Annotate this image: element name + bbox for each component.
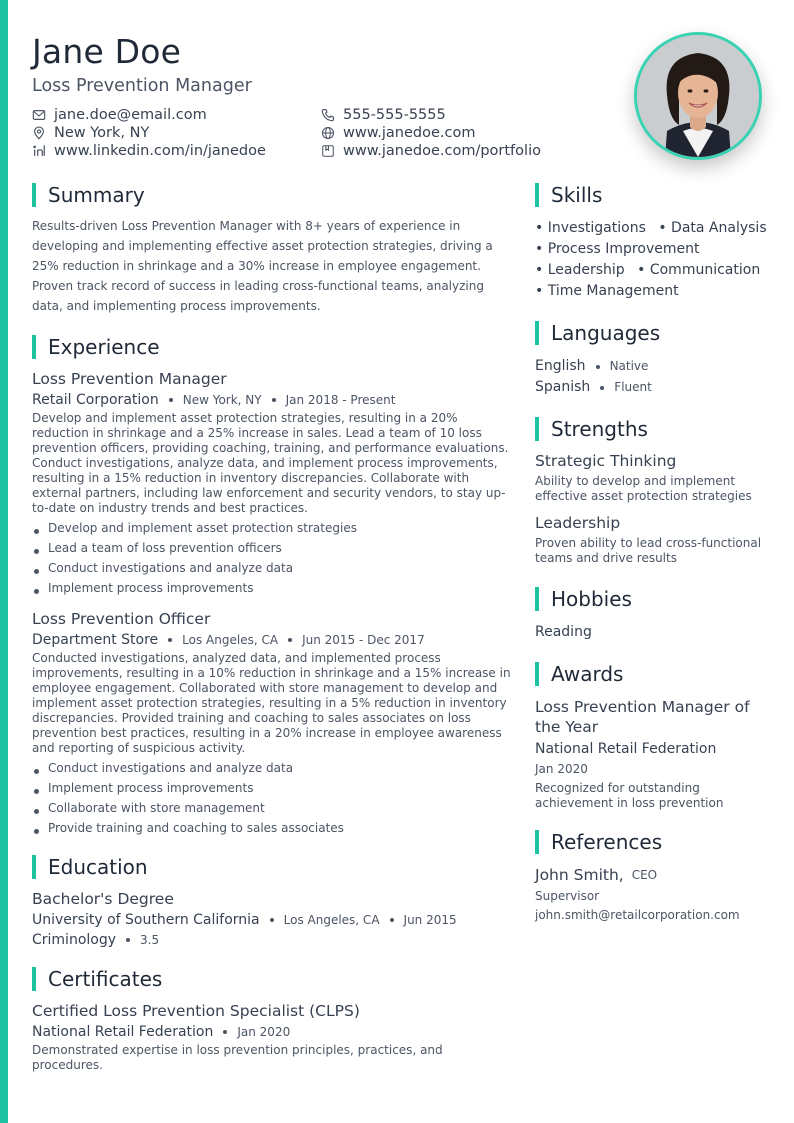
education-date: Jun 2015 (403, 913, 457, 927)
contact-phone[interactable] (321, 107, 446, 123)
list-item: Provide training and coaching to sales associates (32, 818, 512, 838)
separator-dot (126, 938, 130, 942)
awards-heading (535, 661, 770, 687)
job-company: Department Store (32, 632, 159, 648)
certificate-issuer: National Retail Federation (32, 1024, 214, 1040)
awards-title: Awards (551, 662, 624, 686)
strength-description: Proven ability to lead cross-functional teams and drive results (535, 536, 762, 565)
portfolio-icon (321, 144, 335, 158)
experience-heading (32, 334, 512, 360)
references-title: References (551, 830, 663, 854)
job-bullets (32, 758, 512, 838)
section-accent (535, 587, 539, 611)
separator-dot (390, 918, 394, 922)
strength-title: Leadership (535, 514, 621, 532)
portrait-illustration (637, 35, 759, 157)
section-accent (535, 830, 539, 854)
award-description: Recognized for outstanding achievement in loss prevention (535, 781, 724, 810)
website-text: www.janedoe.com (343, 125, 476, 141)
separator-dot (168, 638, 172, 642)
separator-dot (223, 1030, 227, 1034)
list-item: Develop and implement asset protection strategies (32, 518, 512, 538)
award-issuer: National Retail Federation (535, 741, 717, 757)
separator-dot (169, 398, 173, 402)
candidate-title: Loss Prevention Manager (32, 76, 252, 96)
language-item (535, 356, 770, 377)
education-heading (32, 854, 512, 880)
reference-position: CEO (631, 868, 658, 882)
skill-item: Time Management (547, 283, 679, 299)
section-accent (32, 335, 36, 359)
strengths-heading (535, 416, 770, 442)
separator-dot (288, 638, 292, 642)
strength-item (535, 452, 770, 504)
education-school: University of Southern California (32, 912, 260, 928)
education-field-row (32, 932, 512, 948)
education-meta (32, 912, 512, 928)
contact-email[interactable] (32, 107, 207, 123)
section-accent (32, 855, 36, 879)
certificates-heading (32, 966, 512, 992)
job-entry (32, 370, 512, 598)
reference-email[interactable]: john.smith@retailcorporation.com (535, 908, 740, 922)
separator-dot (272, 398, 276, 402)
language-item (535, 377, 770, 398)
skill-item: Leadership (547, 262, 625, 278)
section-accent (535, 321, 539, 345)
linkedin-icon (32, 144, 46, 158)
job-location: New York, NY (182, 393, 262, 407)
reference-relation: Supervisor (535, 889, 600, 903)
job-meta (32, 632, 512, 648)
strength-title: Strategic Thinking (535, 452, 677, 470)
location-pin-icon (32, 126, 46, 140)
profile-photo (634, 32, 762, 160)
experience-title: Experience (48, 335, 160, 359)
location-text: New York, NY (54, 125, 150, 141)
language-name: Spanish (535, 379, 591, 395)
hobby-item: Reading (535, 624, 592, 640)
language-name: English (535, 358, 586, 374)
reference-name-row (535, 865, 770, 886)
job-company: Retail Corporation (32, 392, 159, 408)
language-level: Native (609, 359, 649, 373)
strength-description: Ability to develop and implement effective asset protection strategies (535, 474, 752, 503)
job-dates: Jan 2018 - Present (285, 393, 396, 407)
phone-text: 555-555-5555 (343, 107, 446, 123)
job-bullets (32, 518, 512, 598)
skills-heading (535, 182, 770, 208)
section-accent (535, 662, 539, 686)
education-title: Education (48, 855, 148, 879)
job-description: Develop and implement asset protection strategies, resulting in a 20% reduction in shrinkage and a 25% increase in sales. Lead a team of 10 loss prevention officers, providing coaching, training, and performance evaluations. Conduct investigations, analyze data, and implement process improvements, resulting in a 15% reduction in inventory discrepancies. Collaborate with external partners, including law enforcement and security vendors, to stay up-to-date on industry trends and best practices. (32, 411, 509, 515)
list-item: Lead a team of loss prevention officers (32, 538, 512, 558)
skill-item: Data Analysis (671, 220, 767, 236)
languages-title: Languages (551, 321, 661, 345)
job-entry (32, 610, 512, 838)
mail-icon (32, 108, 46, 122)
phone-icon (321, 108, 335, 122)
education-gpa: 3.5 (140, 933, 160, 947)
job-description: Conducted investigations, analyzed data, and implemented process improvements, resulting in a 10% reduction in shrinkage and a 15% increase in employee engagement. Collaborated with store management to develop and implement asset protection strategies, resulting in a 5% reduction in inventory discrepancies. Provided training and coaching to sales associates on loss prevention best practices, resulting in a 20% increase in employee awareness and reporting of suspicious activity. (32, 651, 511, 755)
award-issuer-row (535, 739, 770, 760)
hobbies-heading (535, 586, 770, 612)
award-title: Loss Prevention Manager of the Year (535, 698, 750, 736)
award-date: Jan 2020 (535, 762, 588, 776)
contact-linkedin[interactable] (32, 143, 266, 159)
globe-icon (321, 126, 335, 140)
education-location: Los Angeles, CA (283, 913, 380, 927)
education-field: Criminology (32, 932, 117, 948)
left-column (32, 182, 512, 1073)
section-accent (32, 967, 36, 991)
skill-item: Communication (649, 262, 761, 278)
candidate-name: Jane Doe (32, 32, 182, 71)
right-column (535, 182, 770, 923)
list-item: Implement process improvements (32, 578, 512, 598)
job-title: Loss Prevention Manager (32, 370, 227, 388)
certificate-date: Jan 2020 (237, 1025, 291, 1039)
reference-name: John Smith, (535, 866, 624, 884)
strengths-title: Strengths (551, 417, 648, 441)
summary-title: Summary (48, 183, 145, 207)
strength-item (535, 514, 770, 566)
email-text: jane.doe@email.com (54, 107, 207, 123)
contact-website[interactable] (321, 125, 475, 141)
job-title: Loss Prevention Officer (32, 610, 211, 628)
accent-bar (0, 0, 8, 1123)
separator-dot (270, 918, 274, 922)
portfolio-text: www.janedoe.com/portfolio (343, 143, 541, 159)
summary-heading (32, 182, 512, 208)
hobbies-title: Hobbies (551, 587, 632, 611)
summary-text: Results-driven Loss Prevention Manager with 8+ years of experience in developing and implementing effective asset protection strategies, driving a 25% reduction in shrinkage and a 30% increase in employee engagement. Proven track record of success in leading cross-functional teams, analyzing data, and implementing process improvements. (32, 219, 493, 313)
contact-portfolio[interactable] (321, 143, 541, 159)
job-meta (32, 392, 512, 408)
list-item: Conduct investigations and analyze data (32, 558, 512, 578)
job-location: Los Angeles, CA (182, 633, 279, 647)
skill-item: Process Improvement (547, 241, 700, 257)
separator-dot (596, 365, 600, 369)
list-item: Conduct investigations and analyze data (32, 758, 512, 778)
language-level: Fluent (614, 380, 652, 394)
references-heading (535, 829, 770, 855)
certificate-name: Certified Loss Prevention Specialist (CLPS) (32, 1002, 360, 1020)
skills-title: Skills (551, 183, 603, 207)
job-dates: Jun 2015 - Dec 2017 (302, 633, 425, 647)
section-accent (535, 417, 539, 441)
certificate-description: Demonstrated expertise in loss prevention principles, practices, and procedures. (32, 1043, 443, 1072)
list-item: Implement process improvements (32, 778, 512, 798)
separator-dot (600, 386, 604, 390)
contact-location (32, 125, 149, 141)
skills-list: • Investigations • Data Analysis • Process Improvement • Leadership • Communication • Time Management (535, 220, 767, 299)
linkedin-text: www.linkedin.com/in/janedoe (54, 143, 266, 159)
education-degree: Bachelor's Degree (32, 890, 174, 908)
certificate-meta (32, 1024, 512, 1040)
certificates-title: Certificates (48, 967, 163, 991)
section-accent (535, 183, 539, 207)
section-accent (32, 183, 36, 207)
languages-heading (535, 320, 770, 346)
list-item: Collaborate with store management (32, 798, 512, 818)
skill-item: Investigations (547, 220, 646, 236)
